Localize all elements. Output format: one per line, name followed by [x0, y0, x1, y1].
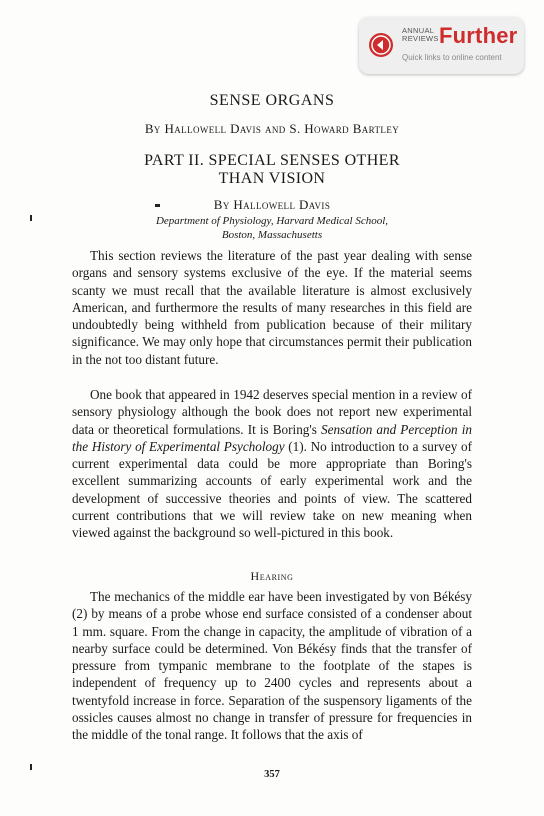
- page-number: 357: [264, 769, 280, 780]
- scan-mark: [155, 204, 160, 207]
- play-arrow-icon: [369, 33, 393, 57]
- affiliation-line-1: Department of Physiology, Harvard Medical School,: [155, 215, 389, 227]
- further-label: Further: [439, 23, 518, 48]
- intro-paragraph: This section reviews the literature of the past year dealing with sense organs and sensory systems exclusive of the eye. If the material seems scanty we must recall that the available literature is almost exclusively American, and furthermore the results of many researches in this field are undoubtedly being withheld from publication because of their military significance. We may only hope that circumstances permit their publication in the not too distant future.: [72, 248, 472, 367]
- hearing-paragraph: The mechanics of the middle ear have been investigated by von Békésy (2) by means of a probe whose end surface consisted of a condenser about 1 mm. square. From the change in capacity, the amplitude of vibration of a nearby surface could be determined. Von Békésy finds that the transfer of pressure from tympanic membrane to the footplate of the stapes is independent of frequency up to 2400 cycles and represents about a twentyfold increase in force. Separation of the suspensory ligaments of the ossicles causes almost no change in transfer of pressure for frequencies in the middle of the tonal range. It follows that the axis of: [72, 589, 472, 743]
- annual-reviews-label: ANNUAL REVIEWS: [402, 26, 439, 43]
- boring-book-paragraph: [72, 386, 472, 542]
- section-heading-hearing: Hearing: [250, 569, 294, 583]
- scan-mark: [30, 764, 32, 770]
- paragraph-text-b: (1). No introduction to a survey of current experimental data could be more appropriate than Boring's excellent summarizing accounts of early experimental work and the development of successive theories and points of view. The scattered current contributions that we will review take on new meaning when viewed against the background so well-pictured in this book.: [72, 438, 472, 541]
- annual-reviews-further-badge[interactable]: [359, 17, 524, 74]
- article-title: SENSE ORGANS: [209, 92, 335, 109]
- affiliation-line-2: Boston, Massachusetts: [221, 229, 323, 241]
- section-byline: By Hallowell Davis: [213, 197, 331, 212]
- paragraph-text-a: One book that appeared in 1942 deserves special mention in a review of sensory physiology although the book does not report new experimental data or theoretical formulations. It is Boring's: [72, 387, 472, 437]
- article-authors: By Hallowell Davis and S. Howard Bartley: [144, 121, 400, 136]
- scan-mark: [30, 215, 32, 221]
- part-title: PART II. SPECIAL SENSES OTHER THAN VISION: [144, 152, 400, 187]
- quick-links-label: Quick links to online content: [402, 53, 502, 62]
- book-title: Sensation and Perception in the History of Experimental Psychology: [72, 421, 473, 454]
- affiliation: [0, 214, 544, 242]
